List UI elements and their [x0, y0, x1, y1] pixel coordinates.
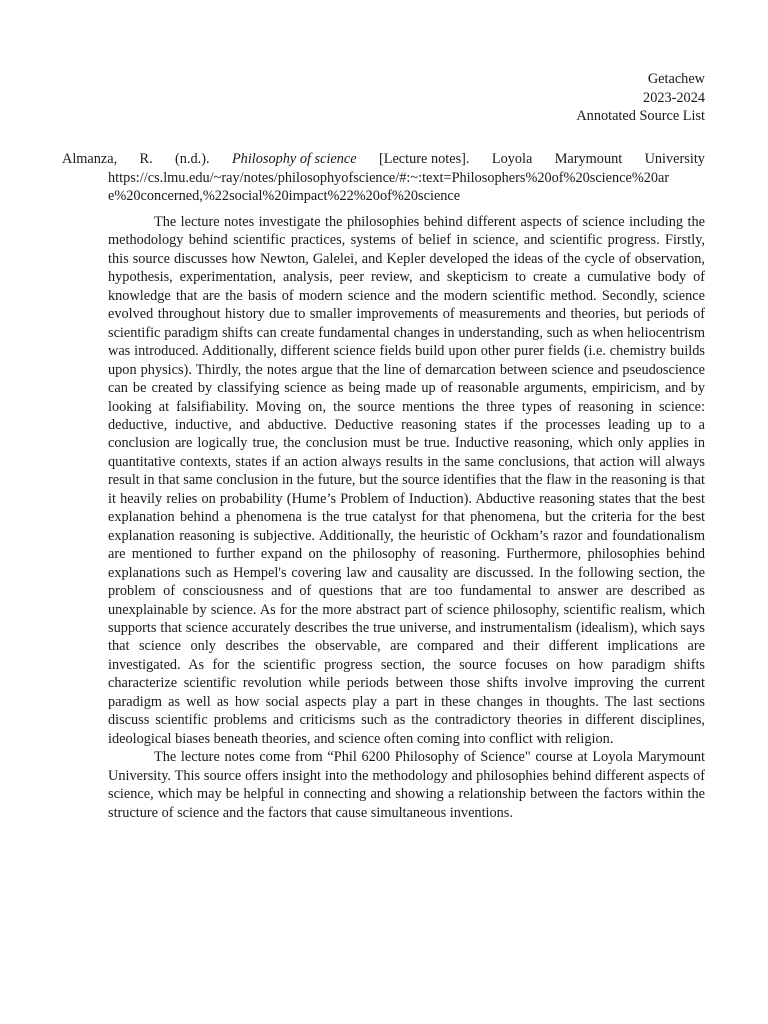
citation-publisher-2: Marymount	[554, 151, 623, 167]
annotation-body	[108, 213, 705, 822]
citation-title: Philosophy of science	[231, 151, 357, 167]
citation-kind: [Lecture notes].	[378, 151, 470, 167]
citation-author: Almanza,	[62, 151, 118, 167]
citation-publisher-1: Loyola	[491, 151, 533, 167]
evaluation-paragraph: The lecture notes come from “Phil 6200 Philosophy of Science" course at Loyola Marymount University. This source offers insight into the methodology and philosophies behind different aspects of science, which may be helpful in connecting and showing a relationship between the factors within the structure of science and the factors that cause simultaneous inventions.	[108, 749, 705, 821]
document-title: Annotated Source List	[576, 108, 705, 124]
summary-paragraph: The lecture notes investigate the philosophies behind different aspects of science including the methodology behind scientific practices, systems of belief in science, and scientific progress. Firstly, this source discusses how Newton, Galelei, and Kepler developed the ideas of the cycle of observation, hypothesis, experimentation, analysis, peer review, and skepticism to create a cumulative body of knowledge that are the basis of modern science and the modern scientific method. Secondly, science evolved throughout history due to smaller improvements of measurements and theories, but periods of scientific paradigm shifts can create fundamental changes in understanding, such as when heliocentrism was introduced. Additionally, different science fields build upon other purer fields (i.e. chemistry builds upon physics). Thirdly, the notes argue that the line of demarcation between science and pseudoscience can be created by classifying science as being made up of reasonable arguments, empiricism, and by looking at falsifiability. Moving on, the source mentions the three types of reasoning in science: deductive, inductive, and abductive. Deductive reasoning states if the processes leading up to a conclusion are logically true, the conclusion must be true. Inductive reasoning, which only applies in quantitative contexts, states if an action always results in the same conclusions, that action will always result in that same conclusion in the future, but the source identifies that the flaw in the reasoning is that it heavily relies on probability (Hume’s Problem of Induction). Abductive reasoning states that the best explanation behind a phenomena is the true catalyst for that phenomena, but the criteria for the best explanation reasoning is subjective. Additionally, the heuristic of Ockham’s razor and foundationalism are mentioned to further expand on the philosophy of reasoning. Furthermore, philosophies behind explanations such as Hempel's covering law and causality are discussed. In the following section, the problem of consciousness and of questions that are too fundamental to answer are described as unexplainable by science. As for the more abstract part of science philosophy, scientific realism, which supports that science accurately describes the true universe, and instrumentalism (idealism), which says that science only describes the observable, are compared and their different implications are investigated. As for the scientific progress section, the source focuses on how paradigm shifts characterize scientific revolution while periods between those shifts involve improving the current paradigm as well as how social aspects play a part in these changes in thoughts. The last sections discuss scientific problems and criticisms such as the contradictory theories in different disciplines, ideological biases beneath theories, and science often coming into conflict with religion.	[108, 214, 705, 747]
document-header	[576, 70, 705, 126]
citation-url-line-2[interactable]: e%20concerned,%22social%20impact%22%20of%20science	[108, 188, 461, 204]
citation-initial: R.	[139, 151, 153, 167]
author-name: Getachew	[647, 71, 705, 87]
citation-url-line-1[interactable]: https://cs.lmu.edu/~ray/notes/philosophyofscience/#:~:text=Philosophers%20of%20science%20ar	[108, 169, 670, 186]
school-year: 2023-2024	[643, 89, 705, 106]
citation-line-1	[62, 150, 705, 169]
citation-date: (n.d.).	[175, 151, 210, 167]
citation-entry	[62, 150, 705, 206]
citation-publisher-3: University	[644, 151, 705, 167]
